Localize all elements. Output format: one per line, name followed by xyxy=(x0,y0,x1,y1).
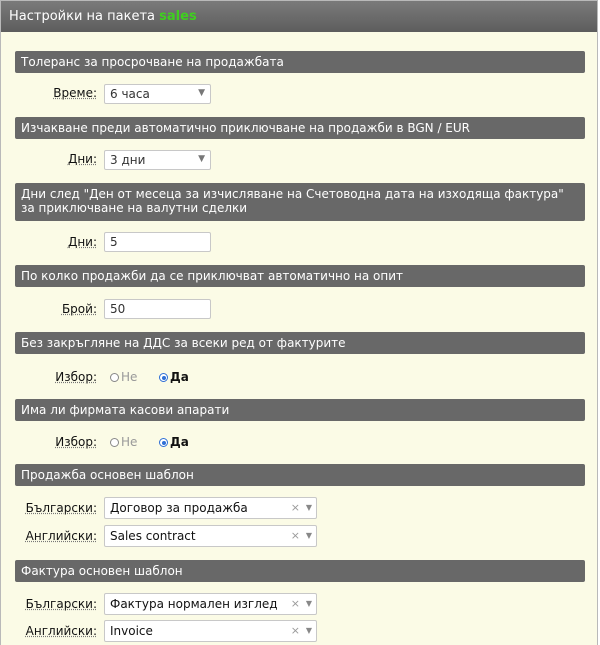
vat-choice-label: Избор: xyxy=(55,370,97,384)
section-header-auto-close-wait: Изчакване преди автоматично приключване на продажби в BGN / EUR xyxy=(15,117,585,139)
invoice-template-en-select[interactable] xyxy=(104,620,317,642)
clear-icon[interactable]: × xyxy=(290,529,300,542)
cash-radio-no-label: Не xyxy=(121,435,138,449)
currency-days-label: Дни: xyxy=(67,235,97,249)
sale-bg-label: Български: xyxy=(25,501,97,515)
invoice-template-bg-select[interactable] xyxy=(104,593,317,615)
sale-en-label: Английски: xyxy=(25,529,97,543)
cash-radio-no[interactable] xyxy=(110,435,137,449)
sale-template-en-select[interactable] xyxy=(104,525,317,547)
section-header-invoice-template: Фактура основен шаблон xyxy=(15,560,585,582)
days-select-value: 3 дни xyxy=(110,153,146,167)
cash-radio-yes-label: Да xyxy=(170,435,189,449)
sale-template-en-value: Sales contract xyxy=(110,529,196,543)
vat-radio-yes-label: Да xyxy=(170,370,189,384)
cash-radio-yes[interactable] xyxy=(159,435,189,449)
chevron-down-icon: ▼ xyxy=(305,626,312,635)
section-header-currency-days: Дни след "Ден от месеца за изчисляване на Счетоводна дата на изходяща фактура" за приключване на валутни сделки xyxy=(15,183,585,221)
vat-radio-no[interactable] xyxy=(110,370,137,384)
clear-icon[interactable]: × xyxy=(290,597,300,610)
currency-days-input[interactable] xyxy=(104,232,211,252)
radio-on-icon xyxy=(159,438,168,447)
days-select[interactable] xyxy=(104,150,211,170)
vat-radio-yes[interactable] xyxy=(159,370,189,384)
time-select[interactable] xyxy=(104,84,211,104)
invoice-template-bg-value: Фактура нормален изглед xyxy=(110,597,278,611)
section-header-sale-template: Продажба основен шаблон xyxy=(15,464,585,486)
panel-title xyxy=(1,1,597,32)
chevron-down-icon: ▼ xyxy=(198,154,205,164)
invoice-template-en-value: Invoice xyxy=(110,624,153,638)
chevron-down-icon: ▼ xyxy=(198,88,205,98)
time-label: Време: xyxy=(53,86,97,100)
package-name: sales xyxy=(159,9,197,24)
section-header-sales-per-attempt: По колко продажби да се приключват автоматично на опит xyxy=(15,265,585,287)
chevron-down-icon: ▼ xyxy=(305,503,312,512)
sale-template-bg-value: Договор за продажба xyxy=(110,501,248,515)
clear-icon[interactable]: × xyxy=(290,624,300,637)
section-header-tolerance: Толеранс за просрочване на продажбата xyxy=(15,51,585,73)
chevron-down-icon: ▼ xyxy=(305,531,312,540)
count-value: 50 xyxy=(110,302,126,316)
title-prefix: Настройки на пакета xyxy=(9,9,156,24)
chevron-down-icon: ▼ xyxy=(305,599,312,608)
sale-template-bg-select[interactable] xyxy=(104,497,317,519)
days-label: Дни: xyxy=(67,152,97,166)
clear-icon[interactable]: × xyxy=(290,501,300,514)
radio-off-icon xyxy=(110,373,119,382)
invoice-bg-label: Български: xyxy=(25,597,97,611)
count-input[interactable] xyxy=(104,299,211,319)
cash-choice-label: Избор: xyxy=(55,435,97,449)
invoice-en-label: Английски: xyxy=(25,624,97,638)
section-header-cash-registers: Има ли фирмата касови апарати xyxy=(15,399,585,421)
section-header-vat-rounding: Без закръгляне на ДДС за всеки ред от фактурите xyxy=(15,332,585,354)
vat-radio-no-label: Не xyxy=(121,370,138,384)
time-select-value: 6 часа xyxy=(110,87,150,101)
currency-days-value: 5 xyxy=(110,235,118,249)
radio-on-icon xyxy=(159,373,168,382)
radio-off-icon xyxy=(110,438,119,447)
count-label: Брой: xyxy=(61,302,97,316)
